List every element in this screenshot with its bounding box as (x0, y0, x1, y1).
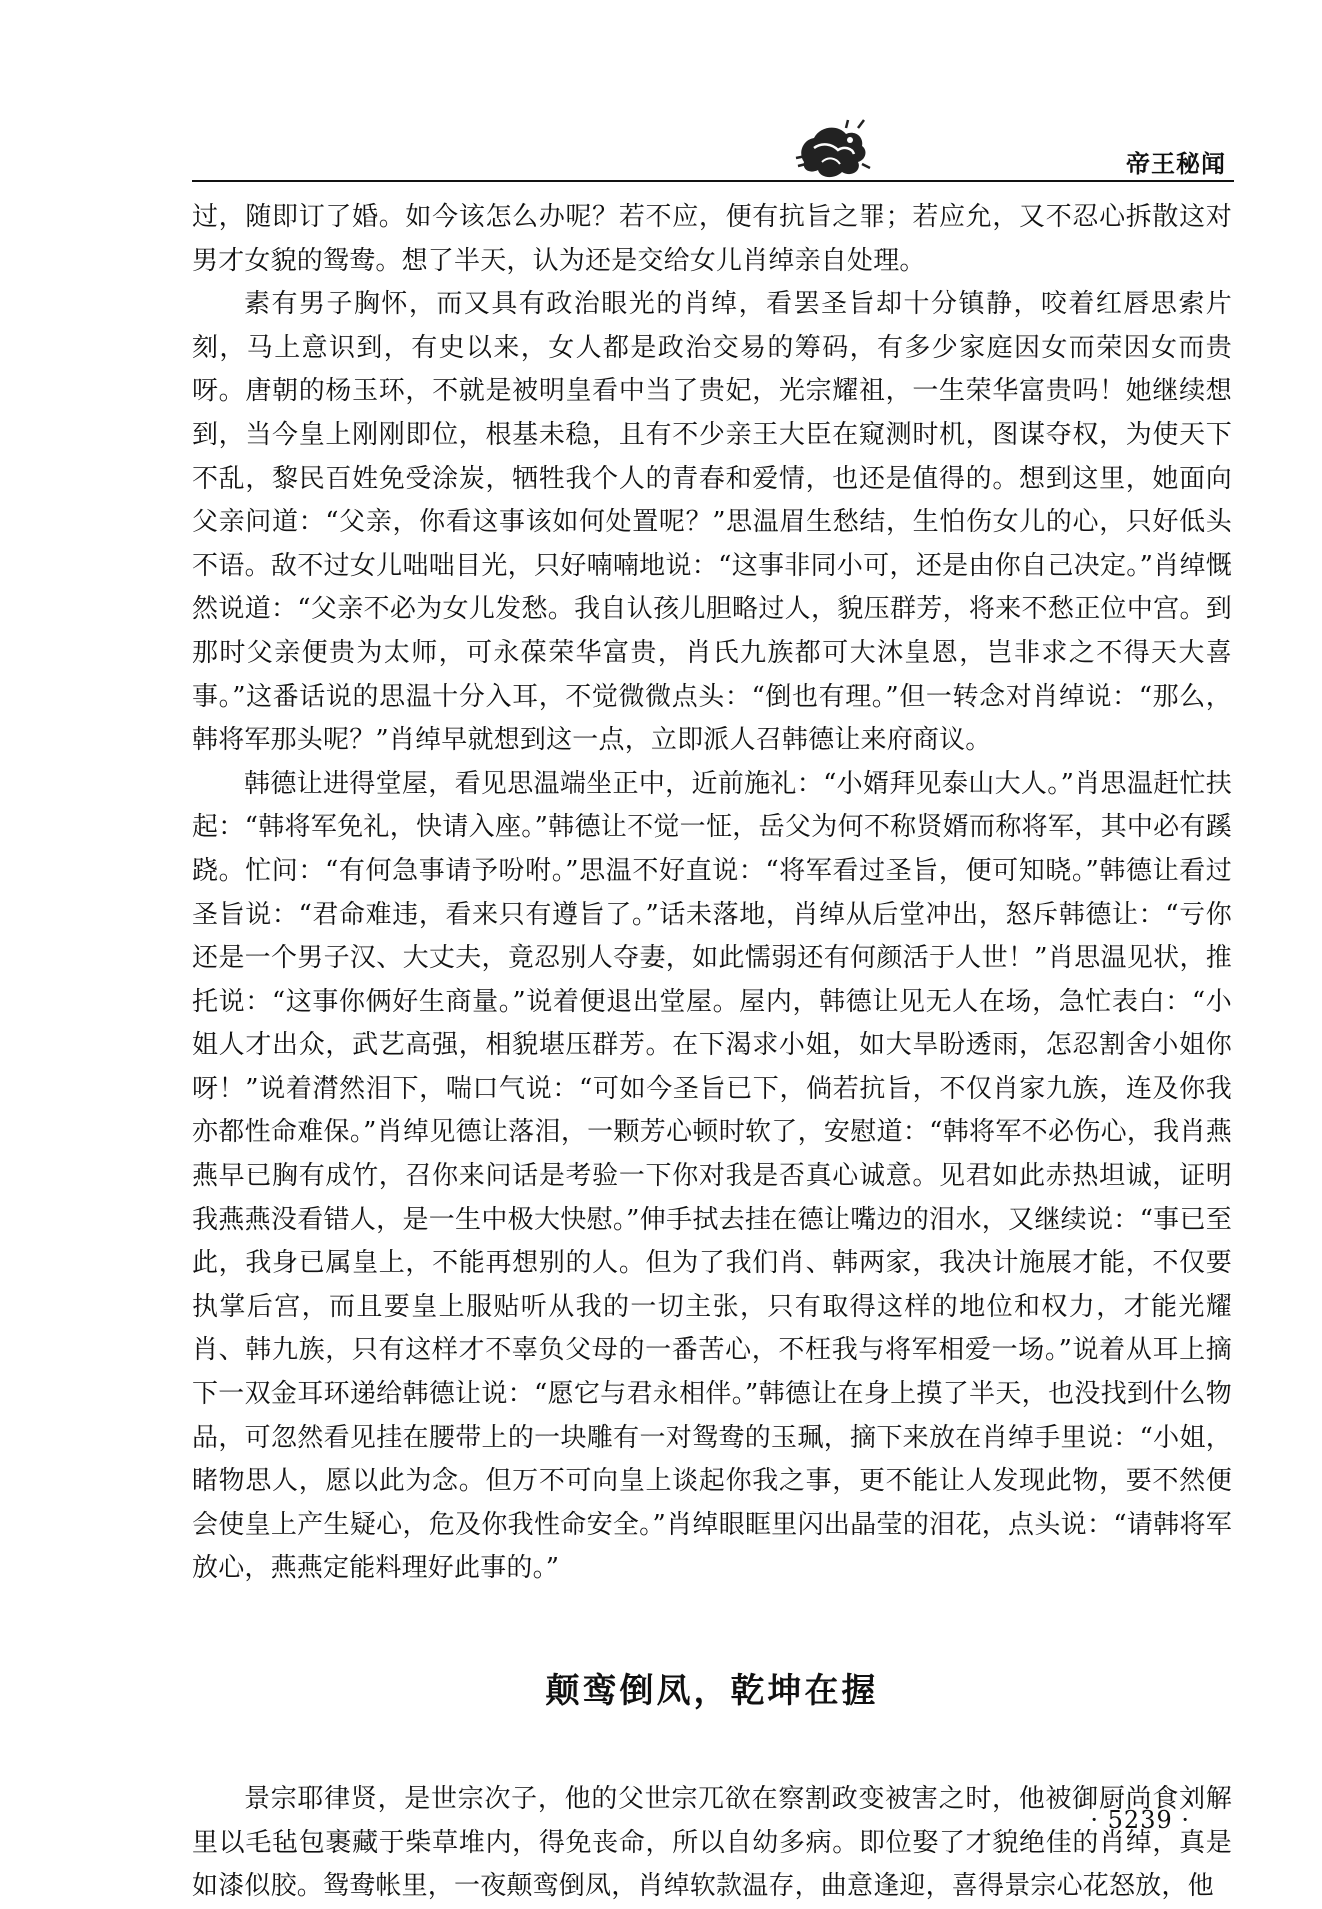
page-header (192, 118, 1234, 188)
dragon-icon (792, 118, 872, 182)
paragraph: 韩德让进得堂屋，看见思温端坐正中，近前施礼：“小婿拜见泰山大人。”肖思温赶忙扶起：“韩将军免礼，快请入座。”韩德让不觉一怔，岳父为何不称贤婿而称将军，其中必有蹊跷。忙问：“有何急事请予吩咐。”思温不好直说：“将军看过圣旨，便可知晓。”韩德让看过圣旨说：“君命难违，看来只有遵旨了。”话未落地，肖绰从后堂冲出，怒斥韩德让：“亏你还是一个男子汉、大丈夫，竟忍别人夺妻，如此懦弱还有何颜活于人世！”肖思温见状，推托说：“这事你俩好生商量。”说着便退出堂屋。屋内，韩德让见无人在场，急忙表白：“小姐人才出众，武艺高强，相貌堪压群芳。在下渴求小姐，如大旱盼透雨，怎忍割舍小姐你呀！”说着潸然泪下，喘口气说：“可如今圣旨已下，倘若抗旨，不仅肖家九族，连及你我亦都性命难保。”肖绰见德让落泪，一颗芳心顿时软了，安慰道：“韩将军不必伤心，我肖燕燕早已胸有成竹，召你来问话是考验一下你对我是否真心诚意。见君如此赤热坦诚，证明我燕燕没看错人，是一生中极大快慰。”伸手拭去挂在德让嘴边的泪水，又继续说：“事已至此，我身已属皇上，不能再想别的人。但为了我们肖、韩两家，我决计施展才能，不仅要执掌后宫，而且要皇上服贴听从我的一切主张，只有取得这样的地位和权力，才能光耀肖、韩九族，只有这样才不辜负父母的一番苦心，不枉我与将军相爱一场。”说着从耳上摘下一双金耳环递给韩德让说：“愿它与君永相伴。”韩德让在身上摸了半天，也没找到什么物品，可忽然看见挂在腰带上的一块雕有一对鸳鸯的玉珮，摘下来放在肖绰手里说：“小姐，睹物思人，愿以此为念。但万不可向皇上谈起你我之事，更不能让人发现此物，要不然便会使皇上产生疑心，危及你我性命安全。”肖绰眼眶里闪出晶莹的泪花，点头说：“请韩将军放心，燕燕定能料理好此事的。” (192, 768, 1232, 1584)
paragraph: 素有男子胸怀，而又具有政治眼光的肖绰，看罢圣旨却十分镇静，咬着红唇思索片刻，马上意识到，有史以来，女人都是政治交易的筹码，有多少家庭因女而荣因女而贵呀。唐朝的杨玉环，不就是被明皇看中当了贵妃，光宗耀祖，一生荣华富贵吗！她继续想到，当今皇上刚刚即位，根基未稳，且有不少亲王大臣在窥测时机，图谋夺权，为使天下不乱，黎民百姓免受涂炭，牺牲我个人的青春和爱情，也还是值得的。想到这里，她面向父亲问道：“父亲，你看这事该如何处置呢？”思温眉生愁结，生怕伤女儿的心，只好低头不语。敌不过女儿咄咄目光，只好喃喃地说：“这事非同小可，还是由你自己决定。”肖绰慨然说道：“父亲不必为女儿发愁。我自认孩儿胆略过人，貌压群芳，将来不愁正位中宫。到那时父亲便贵为太师，可永葆荣华富贵，肖氏九族都可大沐皇恩，岂非求之不得天大喜事。”这番话说的思温十分入耳，不觉微微点头：“倒也有理。”但一转念对肖绰说：“那么，韩将军那头呢？”肖绰早就想到这一点，立即派人召韩德让来府商议。 (192, 289, 1232, 756)
section-heading: 颠鸾倒凤，乾坤在握 (545, 1671, 879, 1711)
header-divider (192, 180, 1234, 182)
paragraph-continued: 过，随即订了婚。如今该怎么办呢？若不应，便有抗旨之罪；若应允，又不忍心拆散这对男才女貌的鸳鸯。想了半天，认为还是交给女儿肖绰亲自处理。 (192, 202, 1232, 276)
page-number: · 5239 · (1090, 1806, 1190, 1834)
section-paragraph: 景宗耶律贤，是世宗次子，他的父世宗兀欲在察割政变被害之时，他被御厨尚食刘解里以毛毡包裹藏于柴草堆内，得免丧命，所以自幼多病。即位娶了才貌绝佳的肖绰，真是如漆似胶。鸳鸯帐里，一夜颠鸾倒凤，肖绰软款温存，曲意逢迎，喜得景宗心花怒放，他 (192, 1784, 1232, 1902)
running-header-title: 帝王秘闻 (1126, 150, 1226, 178)
page-body (192, 196, 1232, 1909)
